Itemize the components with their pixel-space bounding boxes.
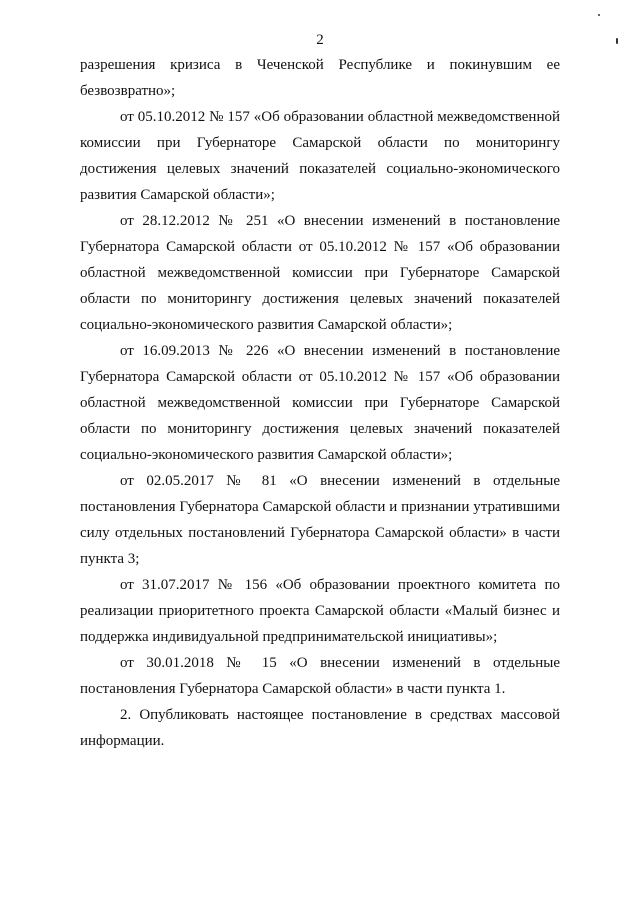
scan-speck <box>598 14 600 16</box>
paragraph-decree-226: от 16.09.2013 № 226 «О внесении изменений в постановление Губернатора Самарской области от 05.10.2012 № 157 «Об образовании областной межведомственной комиссии при Губернаторе Самарской области по мониторингу достижения целевых значений показателей социально-экономического развития Самарской области»; <box>80 343 560 463</box>
page-number: 2 <box>316 32 324 48</box>
paragraph-decree-81: от 02.05.2017 № 81 «О внесении изменений в отдельные постановления Губернатора Самарской области и признании утратившими силу отдельных постановлений Губернатора Самарской области» в части пункта 3; <box>80 473 560 567</box>
paragraph-decree-156: от 31.07.2017 № 156 «Об образовании проектного комитета по реализации приоритетного проекта Самарской области «Малый бизнес и поддержка индивидуальной предпринимательской инициативы»; <box>80 577 560 645</box>
paragraph-publish: 2. Опубликовать настоящее постановление в средствах массовой информации. <box>80 707 560 749</box>
paragraph-decree-15: от 30.01.2018 № 15 «О внесении изменений в отдельные постановления Губернатора Самарской области» в части пункта 1. <box>80 655 560 697</box>
paragraph-decree-251: от 28.12.2012 № 251 «О внесении изменений в постановление Губернатора Самарской области от 05.10.2012 № 157 «Об образовании областной межведомственной комиссии при Губернаторе Самарской области по мониторингу достижения целевых значений показателей социально-экономического развития Самарской области»; <box>80 213 560 333</box>
paragraph-decree-157: от 05.10.2012 № 157 «Об образовании областной межведомственной комиссии при Губернаторе Самарской области по мониторингу достижения целевых значений показателей социально-экономического развития Самарской области»; <box>80 109 560 203</box>
paragraph-continuation: разрешения кризиса в Чеченской Республике и покинувшим ее безвозвратно»; <box>80 57 560 99</box>
document-body <box>80 52 560 754</box>
